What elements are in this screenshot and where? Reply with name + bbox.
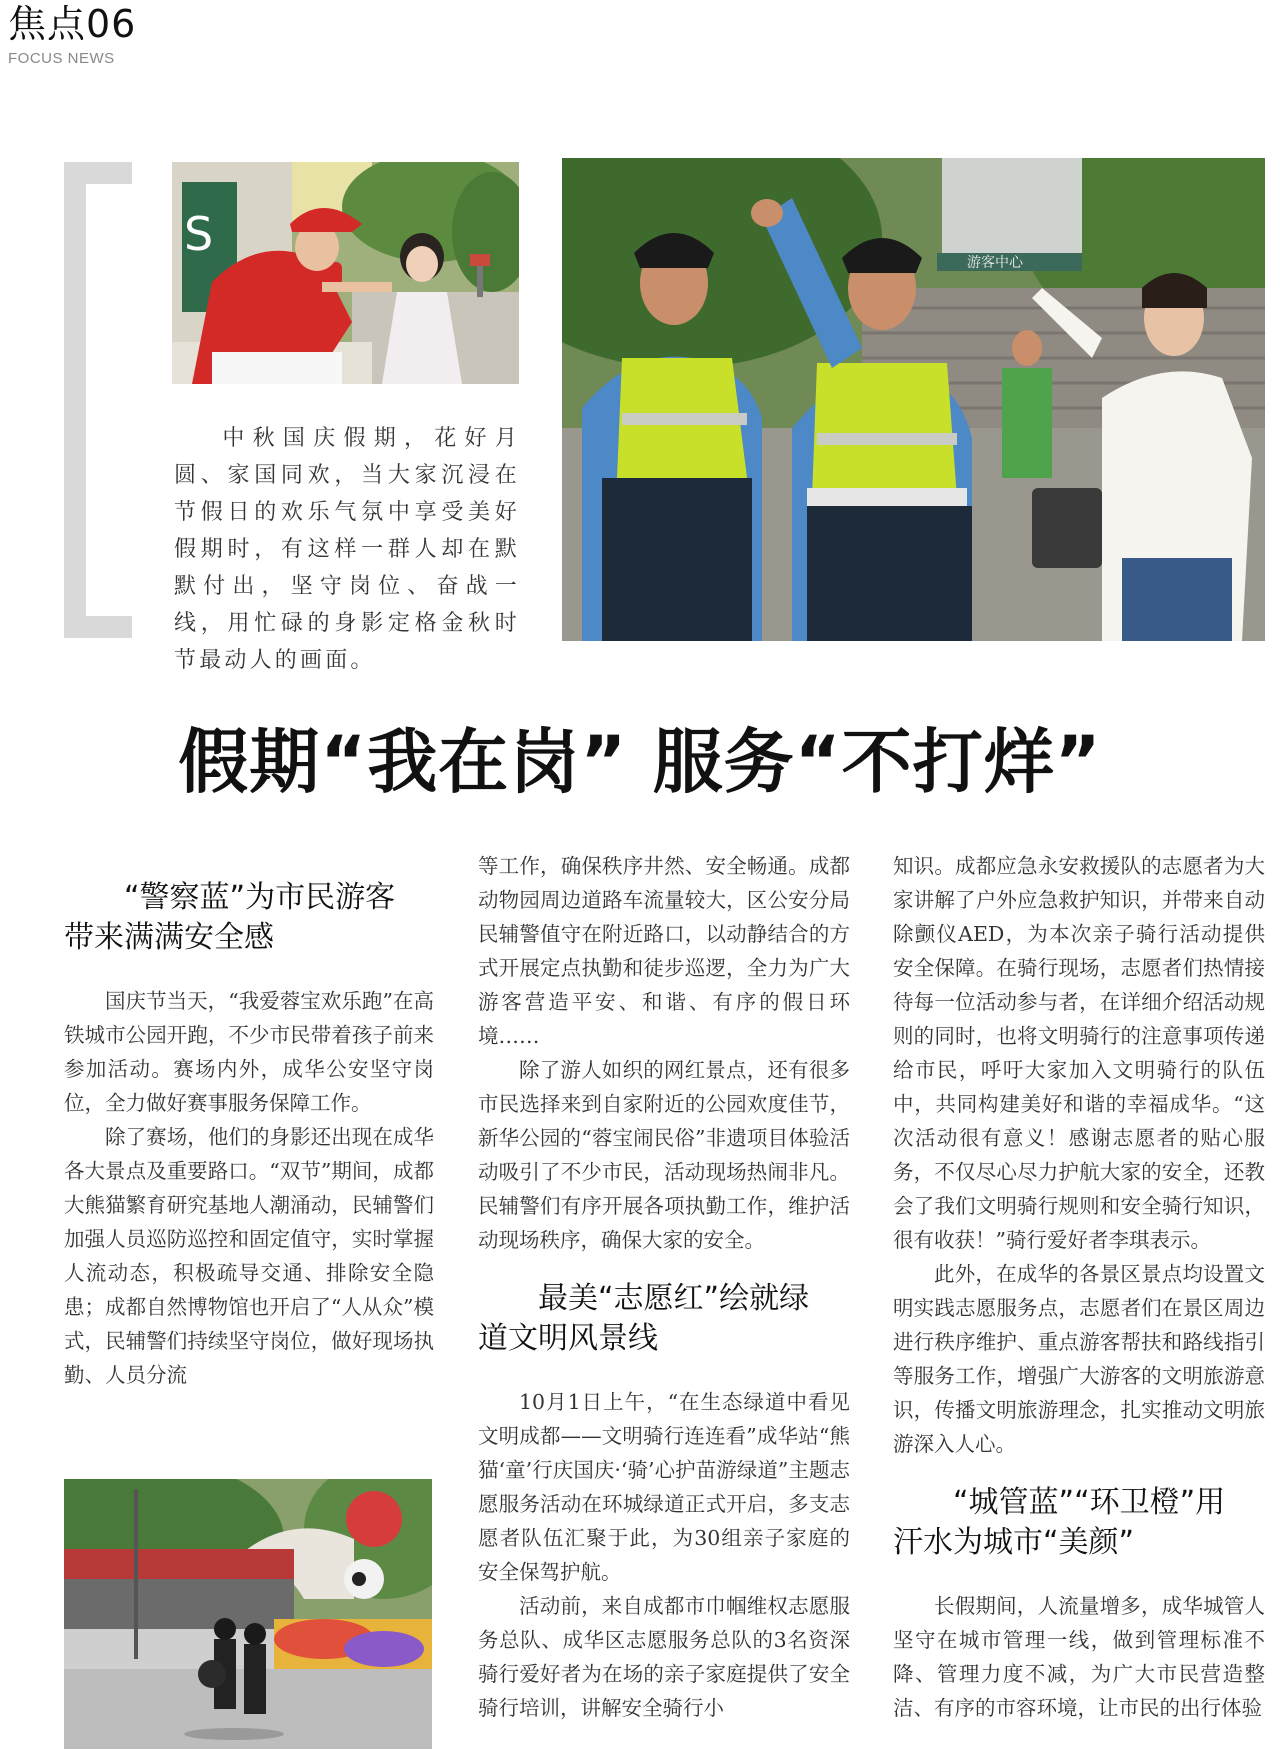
col2-paragraph-2: 除了游人如织的网红景点，还有很多市民选择来到自家附近的公园欢度佳节，新华公园的“蓉宝闹民俗”非遗项目体验活动吸引了不少市民，活动现场热闹非凡。民辅警们有序开展各项执勤工作，维护活动现场秩序，确保大家的安全。	[478, 1058, 850, 1252]
col1-paragraph-2: 除了赛场，他们的身影还出现在成华各大景点及重要路口。“双节”期间，成都大熊猫繁育研究基地人潮涌动，民辅警们加强人员巡防巡控和固定值守，实时掌握人流动态，积极疏导交通、排除安全隐患；成都自然博物馆也开启了“人从众”模式，民辅警们持续坚守岗位，做好现场执勤、人员分流	[64, 1125, 434, 1387]
police-officers-photo	[562, 158, 1265, 641]
lead-text: 中秋国庆假期，花好月圆、家国同欢，当大家沉浸在节假日的欢乐气氛中享受美好假期时，有这样一群人却在默默付出，坚守岗位、奋战一线，用忙碌的身影定格金秋时节最动人的画面。	[174, 426, 520, 673]
col2-paragraph-4: 活动前，来自成都市巾帼维权志愿服务总队、成华区志愿服务总队的3名资深骑行爱好者为在场的亲子家庭提供了安全骑行培训，讲解安全骑行小	[478, 1594, 850, 1720]
swat-patrol-photo	[64, 1479, 432, 1749]
decorative-bracket	[64, 162, 132, 638]
section-header	[8, 4, 136, 67]
col3-subheading: “城管蓝”“环卫橙”用 汗水为城市“美颜”	[893, 1485, 1226, 1560]
col3-paragraph-3: 长假期间，人流量增多，成华城管人坚守在城市管理一线，做到管理标准不降、管理力度不减，为广大市民营造整洁、有序的市容环境，让市民的出行体验	[893, 1594, 1265, 1720]
section-title: 焦点06	[8, 2, 137, 46]
section-subtitle: FOCUS NEWS	[8, 49, 115, 67]
col3-paragraph-2: 此外，在成华的各景区景点均设置文明实践志愿服务点，志愿者们在景区周边进行秩序维护、重点游客帮扶和路线指引等服务工作，增强广大游客的文明旅游意识，传播文明旅游理念，扎实推动文明旅游深入人心。	[893, 1262, 1265, 1456]
col3-paragraph-1: 知识。成都应急永安救援队的志愿者为大家讲解了户外应急救护知识，并带来自动除颤仪AED，为本次亲子骑行活动提供安全保障。在骑行现场，志愿者们热情接待每一位活动参与者，在详细介绍活动规则的同时，也将文明骑行的注意事项传递给市民，呼吁大家加入文明骑行的队伍中，共同构建美好和谐的幸福成华。“这次活动很有意义！感谢志愿者的贴心服务，不仅尽心尽力护航大家的安全，还教会了我们文明骑行规则和安全骑行知识，很有收获！”骑行爱好者李琪表示。	[893, 854, 1265, 1252]
col2-subheading: 最美“志愿红”绘就绿 道文明风景线	[478, 1281, 810, 1356]
volunteer-face-painting-photo	[172, 162, 519, 384]
visitor-center-sign: 游客中心	[967, 255, 1023, 271]
col2-paragraph-3: 10月1日上午，“在生态绿道中看见文明成都——文明骑行连连看”成华站“熊猫‘童’行庆国庆·‘骑’心护苗游绿道”主题志愿服务活动在环城绿道正式开启，多支志愿者队伍汇聚于此，为30组亲子家庭的安全保驾护航。	[478, 1390, 850, 1584]
col1-paragraph-1: 国庆节当天，“我爱蓉宝欢乐跑”在高铁城市公园开跑，不少市民带着孩子前来参加活动。赛场内外，成华公安坚守岗位，全力做好赛事服务保障工作。	[64, 989, 434, 1115]
col1-subheading: “警察蓝”为市民游客 带来满满安全感	[64, 880, 396, 955]
lead-paragraph	[174, 420, 520, 679]
article-column-2	[478, 849, 850, 1725]
col2-paragraph-1: 等工作，确保秩序井然、安全畅通。成都动物园周边道路车流量较大，区公安分局民辅警值守在附近路口，以动静结合的方式开展定点执勤和徒步巡逻，全力为广大游客营造平安、和谐、有序的假日环境……	[478, 854, 850, 1048]
article-column-3	[893, 849, 1265, 1725]
sign-letter: S	[184, 207, 214, 261]
main-headline: 假期“我在岗” 服务“不打烊”	[178, 721, 1102, 803]
article-column-1	[64, 872, 434, 1392]
